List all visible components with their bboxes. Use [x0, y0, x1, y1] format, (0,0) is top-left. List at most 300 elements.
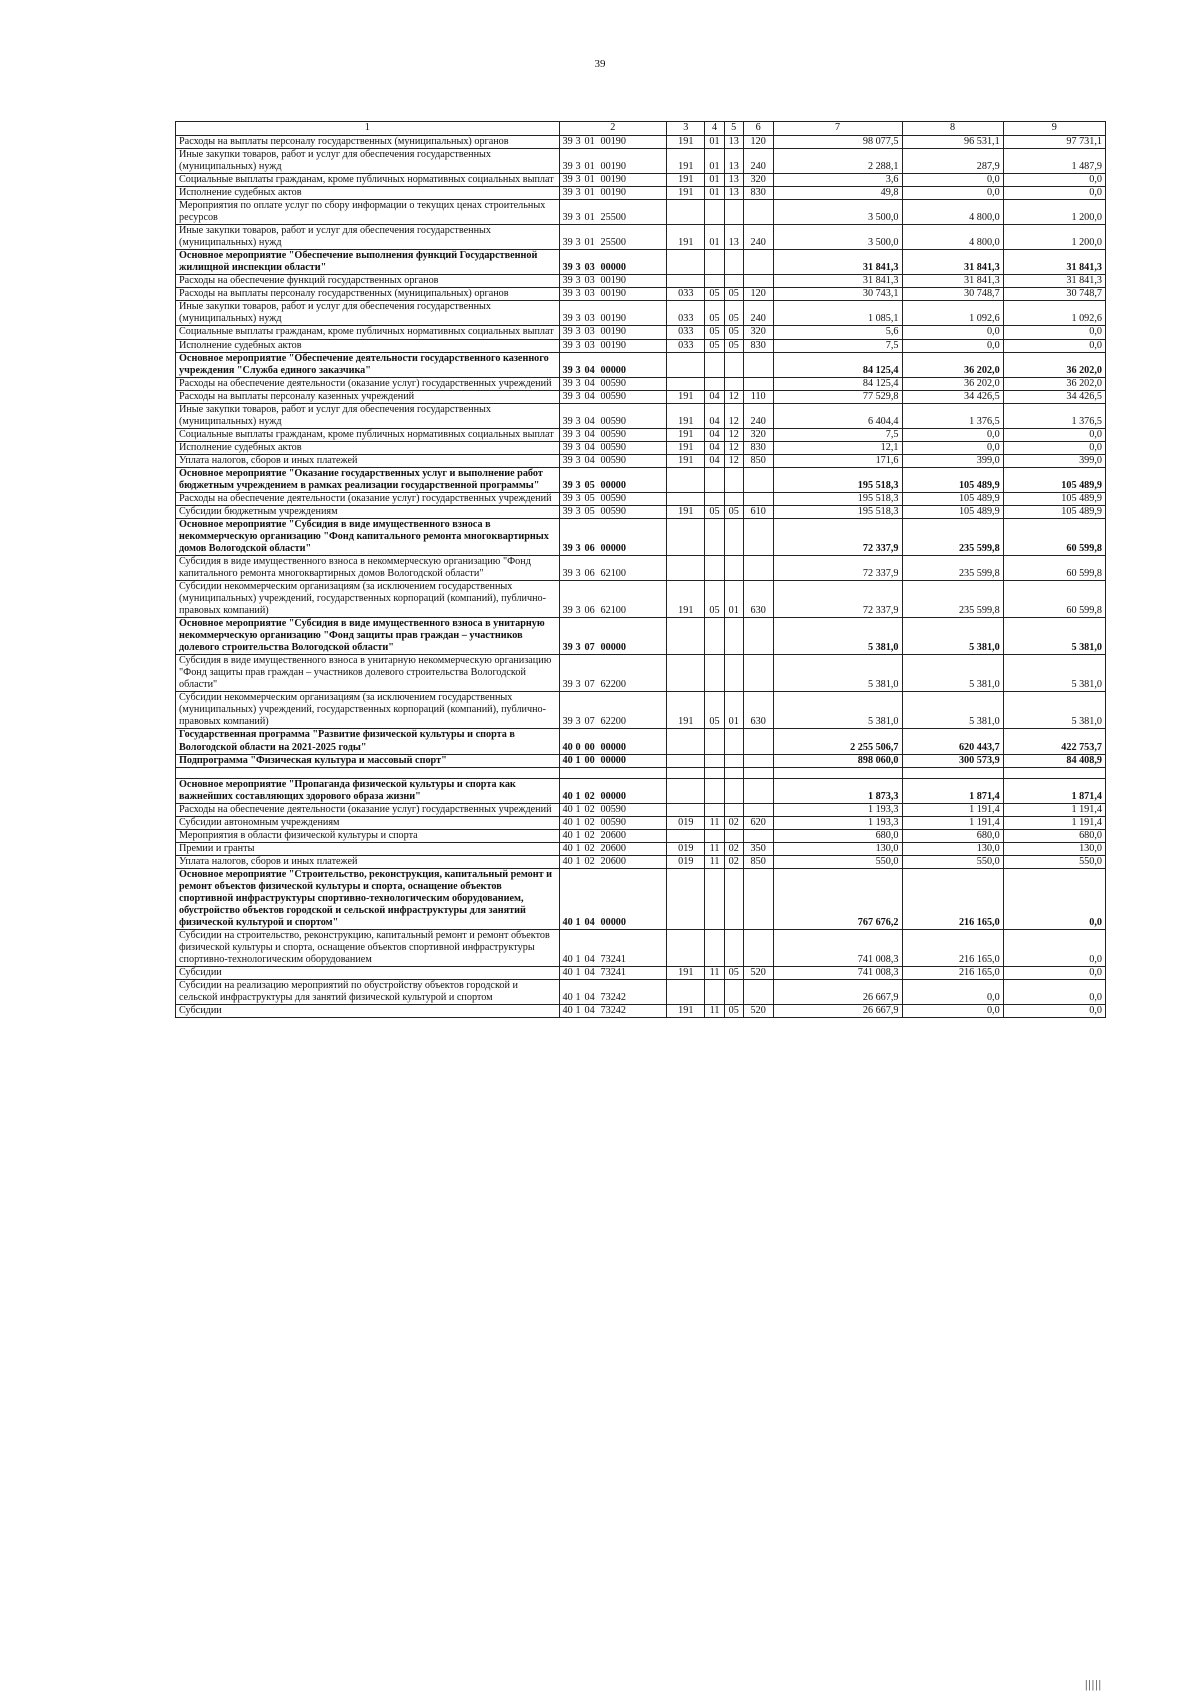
row-value-8: 216 165,0	[902, 929, 1003, 966]
csr-activity: 03	[584, 326, 595, 338]
row-gr: 191	[667, 581, 705, 618]
row-target-article	[559, 855, 667, 868]
csr-subprogram: 3	[575, 187, 581, 199]
row-rz: 05	[705, 339, 724, 352]
row-value-8: 1 191,4	[902, 803, 1003, 816]
row-value-9: 0,0	[1003, 868, 1105, 929]
row-rz: 01	[705, 174, 724, 187]
csr-activity: 04	[584, 916, 595, 928]
row-rz	[705, 980, 724, 1005]
row-pr: 12	[724, 390, 743, 403]
row-value-7: 31 841,3	[773, 250, 902, 275]
csr-program: 39	[562, 313, 573, 325]
row-value-8: 0,0	[902, 980, 1003, 1005]
row-gr	[667, 200, 705, 225]
row-pr	[724, 803, 743, 816]
row-value-8: 30 748,7	[902, 288, 1003, 301]
row-gr	[667, 518, 705, 555]
row-gr	[667, 467, 705, 492]
row-value-7: 6 404,4	[773, 403, 902, 428]
table-row	[176, 441, 1106, 454]
row-name: Исполнение судебных актов	[176, 441, 560, 454]
row-gr: 019	[667, 842, 705, 855]
row-value-9: 60 599,8	[1003, 518, 1105, 555]
csr-activity: 07	[584, 642, 595, 654]
table-row	[176, 288, 1106, 301]
csr-direction: 00590	[600, 454, 626, 466]
row-value-8: 36 202,0	[902, 352, 1003, 377]
table-row	[176, 754, 1106, 767]
csr-activity: 02	[584, 842, 595, 854]
row-vr	[743, 377, 773, 390]
row-vr	[743, 729, 773, 754]
row-target-article	[559, 352, 667, 377]
row-rz	[705, 275, 724, 288]
table-row	[176, 692, 1106, 729]
row-gr	[667, 275, 705, 288]
row-value-8: 0,0	[902, 187, 1003, 200]
row-value-8: 5 381,0	[902, 655, 1003, 692]
row-value-9: 0,0	[1003, 1005, 1105, 1018]
csr-direction: 00000	[600, 543, 626, 554]
row-value-9: 1 200,0	[1003, 225, 1105, 250]
row-value-9: 550,0	[1003, 855, 1105, 868]
csr-direction: 00590	[600, 377, 626, 389]
row-name: Премии и гранты	[176, 842, 560, 855]
csr-activity: 04	[584, 390, 595, 402]
row-gr: 033	[667, 301, 705, 326]
csr-activity: 04	[584, 954, 595, 965]
csr-program: 39	[562, 479, 573, 491]
col-header-4: 4	[705, 122, 724, 136]
csr-direction: 00000	[600, 754, 626, 766]
csr-direction: 73241	[600, 954, 626, 965]
csr-program: 39	[562, 377, 573, 389]
row-name: Социальные выплаты гражданам, кроме публичных нормативных социальных выплат	[176, 174, 560, 187]
row-value-8: 0,0	[902, 174, 1003, 187]
csr-program: 39	[562, 605, 573, 617]
csr-direction: 00000	[600, 364, 626, 376]
csr-activity: 06	[584, 605, 595, 617]
row-value-8: 235 599,8	[902, 556, 1003, 581]
csr-subprogram: 3	[575, 428, 581, 440]
row-vr: 320	[743, 326, 773, 339]
csr-program: 39	[562, 326, 573, 338]
csr-subprogram: 3	[575, 262, 581, 274]
table-row	[176, 301, 1106, 326]
csr-program: 40	[562, 790, 573, 802]
row-gr: 191	[667, 136, 705, 149]
row-value-8: 5 381,0	[902, 692, 1003, 729]
row-target-article	[559, 967, 667, 980]
row-value-7: 680,0	[773, 829, 902, 842]
csr-activity: 01	[584, 237, 595, 249]
csr-direction: 25500	[600, 237, 626, 249]
row-vr	[743, 275, 773, 288]
csr-direction: 62200	[600, 716, 626, 728]
row-target-article	[559, 842, 667, 855]
csr-subprogram: 3	[575, 716, 581, 728]
csr-program: 39	[562, 441, 573, 453]
table-row	[176, 868, 1106, 929]
row-name: Субсидии некоммерческим организациям (за исключением государственных (муниципальных) учреждений, государственных корпораций (компаний), публично-правовых компаний)	[176, 692, 560, 729]
row-value-7: 741 008,3	[773, 929, 902, 966]
csr-subprogram: 3	[575, 390, 581, 402]
csr-program: 40	[562, 855, 573, 867]
row-value-8: 550,0	[902, 855, 1003, 868]
row-target-article	[559, 692, 667, 729]
row-pr: 13	[724, 225, 743, 250]
row-target-article	[559, 868, 667, 929]
row-target-article	[559, 1005, 667, 1018]
row-name: Расходы на выплаты персоналу государственных (муниципальных) органов	[176, 136, 560, 149]
row-gr	[667, 980, 705, 1005]
csr-subprogram: 1	[575, 954, 581, 965]
row-value-8: 0,0	[902, 339, 1003, 352]
row-pr	[724, 929, 743, 966]
row-value-9: 0,0	[1003, 187, 1105, 200]
row-rz	[705, 778, 724, 803]
row-target-article	[559, 467, 667, 492]
row-vr: 240	[743, 225, 773, 250]
table-body	[176, 136, 1106, 1018]
csr-direction: 00590	[600, 492, 626, 504]
row-target-article	[559, 250, 667, 275]
row-value-9: 97 731,1	[1003, 136, 1105, 149]
row-target-article	[559, 301, 667, 326]
row-value-7: 1 193,3	[773, 816, 902, 829]
csr-program: 40	[562, 842, 573, 854]
row-value-8: 1 376,5	[902, 403, 1003, 428]
csr-program: 40	[562, 992, 573, 1004]
row-name: Исполнение судебных актов	[176, 339, 560, 352]
table-row	[176, 200, 1106, 225]
row-pr	[724, 655, 743, 692]
csr-activity: 05	[584, 492, 595, 504]
row-rz: 01	[705, 136, 724, 149]
table-row	[176, 816, 1106, 829]
budget-table	[175, 121, 1106, 1018]
csr-activity: 02	[584, 829, 595, 841]
table-row	[176, 174, 1106, 187]
row-value-8: 1 191,4	[902, 816, 1003, 829]
row-name: Расходы на обеспечение деятельности (оказание услуг) государственных учреждений	[176, 803, 560, 816]
row-target-article	[559, 829, 667, 842]
row-gr: 191	[667, 225, 705, 250]
row-target-article	[559, 390, 667, 403]
row-pr: 02	[724, 855, 743, 868]
spacer-cell	[559, 767, 667, 778]
row-pr: 05	[724, 288, 743, 301]
row-gr	[667, 377, 705, 390]
row-value-8: 5 381,0	[902, 618, 1003, 655]
row-target-article	[559, 187, 667, 200]
row-vr	[743, 868, 773, 929]
row-value-9: 105 489,9	[1003, 505, 1105, 518]
row-gr: 033	[667, 339, 705, 352]
row-value-7: 5 381,0	[773, 618, 902, 655]
csr-activity: 05	[584, 505, 595, 517]
table-row	[176, 729, 1106, 754]
table-row	[176, 803, 1106, 816]
row-vr	[743, 829, 773, 842]
row-rz: 01	[705, 225, 724, 250]
row-value-8: 105 489,9	[902, 467, 1003, 492]
row-rz: 11	[705, 855, 724, 868]
row-vr: 240	[743, 301, 773, 326]
row-value-7: 98 077,5	[773, 136, 902, 149]
table-row	[176, 428, 1106, 441]
csr-activity: 03	[584, 339, 595, 351]
csr-subprogram: 1	[575, 790, 581, 802]
row-gr	[667, 556, 705, 581]
row-vr: 240	[743, 403, 773, 428]
csr-program: 40	[562, 803, 573, 815]
csr-subprogram: 3	[575, 212, 581, 224]
spacer-cell	[667, 767, 705, 778]
row-value-7: 12,1	[773, 441, 902, 454]
row-pr	[724, 754, 743, 767]
row-vr: 630	[743, 581, 773, 618]
row-vr: 120	[743, 288, 773, 301]
row-target-article	[559, 929, 667, 966]
row-target-article	[559, 729, 667, 754]
row-value-7: 5 381,0	[773, 655, 902, 692]
row-name: Расходы на выплаты персоналу государственных (муниципальных) органов	[176, 288, 560, 301]
table-row	[176, 505, 1106, 518]
row-value-7: 3,6	[773, 174, 902, 187]
row-name: Основное мероприятие "Строительство, реконструкция, капитальный ремонт и ремонт объектов физической культуры и спорта, оснащение объектов спортивной инфраструктуры спортивно-технологическим оборудованием, обустройство объектов городской и сельской инфраструктуры для занятий физической культурой и спортом"	[176, 868, 560, 929]
row-pr	[724, 200, 743, 225]
row-rz	[705, 377, 724, 390]
row-value-9: 34 426,5	[1003, 390, 1105, 403]
table-row	[176, 326, 1106, 339]
csr-activity: 03	[584, 288, 595, 300]
csr-activity: 02	[584, 816, 595, 828]
row-rz: 04	[705, 390, 724, 403]
row-name: Уплата налогов, сборов и иных платежей	[176, 454, 560, 467]
row-rz: 04	[705, 403, 724, 428]
csr-program: 39	[562, 568, 573, 580]
row-value-7: 2 255 506,7	[773, 729, 902, 754]
csr-direction: 00000	[600, 479, 626, 491]
row-vr: 240	[743, 149, 773, 174]
row-value-7: 5 381,0	[773, 692, 902, 729]
row-name: Исполнение судебных актов	[176, 187, 560, 200]
row-vr: 850	[743, 855, 773, 868]
table-row	[176, 187, 1106, 200]
csr-program: 40	[562, 954, 573, 965]
row-vr: 830	[743, 441, 773, 454]
row-value-9: 60 599,8	[1003, 556, 1105, 581]
csr-direction: 00000	[600, 262, 626, 274]
row-value-8: 36 202,0	[902, 377, 1003, 390]
row-value-7: 72 337,9	[773, 556, 902, 581]
row-value-9: 36 202,0	[1003, 377, 1105, 390]
row-value-9: 1 191,4	[1003, 803, 1105, 816]
row-value-9: 0,0	[1003, 441, 1105, 454]
row-rz: 05	[705, 301, 724, 326]
row-rz: 04	[705, 428, 724, 441]
csr-activity: 07	[584, 679, 595, 691]
row-value-7: 1 085,1	[773, 301, 902, 326]
row-value-9: 5 381,0	[1003, 655, 1105, 692]
row-name: Субсидия в виде имущественного взноса в некоммерческую организацию "Фонд капитального ремонта многоквартирных домов Вологодской области"	[176, 556, 560, 581]
row-value-9: 31 841,3	[1003, 250, 1105, 275]
csr-direction: 00000	[600, 790, 626, 802]
row-rz	[705, 250, 724, 275]
table-row	[176, 467, 1106, 492]
csr-program: 39	[562, 543, 573, 554]
csr-subprogram: 1	[575, 803, 581, 815]
row-pr: 05	[724, 339, 743, 352]
row-target-article	[559, 618, 667, 655]
row-gr: 191	[667, 505, 705, 518]
table-row	[176, 1005, 1106, 1018]
row-value-8: 287,9	[902, 149, 1003, 174]
row-name: Субсидии на строительство, реконструкцию, капитальный ремонт и ремонт объектов физической культуры и спорта, оснащение объектов спортивной инфраструктуры спортивно-технологическим оборудованием	[176, 929, 560, 966]
csr-activity: 04	[584, 1005, 595, 1017]
row-target-article	[559, 803, 667, 816]
row-pr	[724, 868, 743, 929]
row-vr	[743, 778, 773, 803]
row-value-7: 72 337,9	[773, 518, 902, 555]
csr-program: 40	[562, 916, 573, 928]
spacer-cell	[902, 767, 1003, 778]
csr-program: 39	[562, 364, 573, 376]
row-target-article	[559, 275, 667, 288]
csr-program: 39	[562, 136, 573, 147]
row-rz: 05	[705, 581, 724, 618]
row-value-9: 422 753,7	[1003, 729, 1105, 754]
row-value-9: 680,0	[1003, 829, 1105, 842]
csr-direction: 00190	[600, 288, 626, 300]
row-gr: 191	[667, 403, 705, 428]
table-row	[176, 377, 1106, 390]
csr-subprogram: 3	[575, 415, 581, 427]
csr-activity: 04	[584, 441, 595, 453]
csr-subprogram: 3	[575, 313, 581, 325]
row-value-8: 31 841,3	[902, 275, 1003, 288]
row-pr	[724, 729, 743, 754]
row-name: Социальные выплаты гражданам, кроме публичных нормативных социальных выплат	[176, 428, 560, 441]
csr-direction: 62100	[600, 568, 626, 580]
csr-direction: 73242	[600, 1005, 626, 1017]
row-pr: 13	[724, 187, 743, 200]
csr-direction: 00190	[600, 313, 626, 325]
csr-activity: 00	[584, 741, 595, 753]
row-value-7: 5,6	[773, 326, 902, 339]
row-gr: 019	[667, 855, 705, 868]
row-rz: 04	[705, 454, 724, 467]
row-pr	[724, 980, 743, 1005]
row-rz: 11	[705, 816, 724, 829]
csr-direction: 20600	[600, 829, 626, 841]
row-target-article	[559, 403, 667, 428]
row-value-9: 0,0	[1003, 428, 1105, 441]
csr-activity: 02	[584, 790, 595, 802]
row-target-article	[559, 505, 667, 518]
row-gr	[667, 492, 705, 505]
row-value-8: 216 165,0	[902, 967, 1003, 980]
csr-subprogram: 3	[575, 505, 581, 517]
csr-direction: 62100	[600, 605, 626, 617]
row-pr: 13	[724, 149, 743, 174]
table-row	[176, 136, 1106, 149]
row-rz: 05	[705, 326, 724, 339]
row-value-7: 26 667,9	[773, 1005, 902, 1018]
csr-activity: 06	[584, 543, 595, 554]
csr-direction: 00590	[600, 428, 626, 440]
csr-program: 39	[562, 339, 573, 351]
row-value-9: 0,0	[1003, 339, 1105, 352]
row-value-7: 2 288,1	[773, 149, 902, 174]
row-name: Субсидии на реализацию мероприятий по обустройству объектов городской и сельской инфраструктуры для занятий физической культурой и спортом	[176, 980, 560, 1005]
row-target-article	[559, 326, 667, 339]
row-name: Расходы на обеспечение деятельности (оказание услуг) государственных учреждений	[176, 377, 560, 390]
row-target-article	[559, 518, 667, 555]
csr-direction: 25500	[600, 212, 626, 224]
csr-subprogram: 3	[575, 339, 581, 351]
row-target-article	[559, 655, 667, 692]
row-gr: 191	[667, 1005, 705, 1018]
row-rz	[705, 492, 724, 505]
row-vr: 350	[743, 842, 773, 855]
row-value-7: 195 518,3	[773, 505, 902, 518]
csr-activity: 04	[584, 454, 595, 466]
csr-direction: 00590	[600, 505, 626, 517]
row-name: Расходы на выплаты персоналу казенных учреждений	[176, 390, 560, 403]
table-row	[176, 250, 1106, 275]
csr-activity: 00	[584, 754, 595, 766]
csr-program: 39	[562, 275, 573, 287]
row-rz	[705, 556, 724, 581]
row-name: Субсидии бюджетным учреждениям	[176, 505, 560, 518]
row-value-8: 0,0	[902, 326, 1003, 339]
row-pr: 12	[724, 403, 743, 428]
col-header-2: 2	[559, 122, 667, 136]
row-value-8: 4 800,0	[902, 200, 1003, 225]
row-name: Государственная программа "Развитие физической культуры и спорта в Вологодской области на 2021-2025 годы"	[176, 729, 560, 754]
row-gr	[667, 829, 705, 842]
csr-direction: 00190	[600, 275, 626, 287]
row-value-7: 767 676,2	[773, 868, 902, 929]
row-vr	[743, 200, 773, 225]
row-vr: 320	[743, 174, 773, 187]
row-vr	[743, 980, 773, 1005]
csr-subprogram: 3	[575, 136, 581, 147]
row-gr	[667, 803, 705, 816]
row-pr: 12	[724, 454, 743, 467]
csr-direction: 00000	[600, 916, 626, 928]
row-value-7: 7,5	[773, 339, 902, 352]
row-value-7: 84 125,4	[773, 377, 902, 390]
row-target-article	[559, 149, 667, 174]
row-target-article	[559, 288, 667, 301]
csr-program: 40	[562, 754, 573, 766]
row-value-9: 105 489,9	[1003, 467, 1105, 492]
row-vr	[743, 929, 773, 966]
row-value-8: 96 531,1	[902, 136, 1003, 149]
table-row	[176, 556, 1106, 581]
row-value-7: 3 500,0	[773, 200, 902, 225]
row-rz	[705, 655, 724, 692]
csr-direction: 00590	[600, 803, 626, 815]
row-pr: 05	[724, 1005, 743, 1018]
row-value-8: 399,0	[902, 454, 1003, 467]
row-target-article	[559, 778, 667, 803]
row-gr: 019	[667, 816, 705, 829]
